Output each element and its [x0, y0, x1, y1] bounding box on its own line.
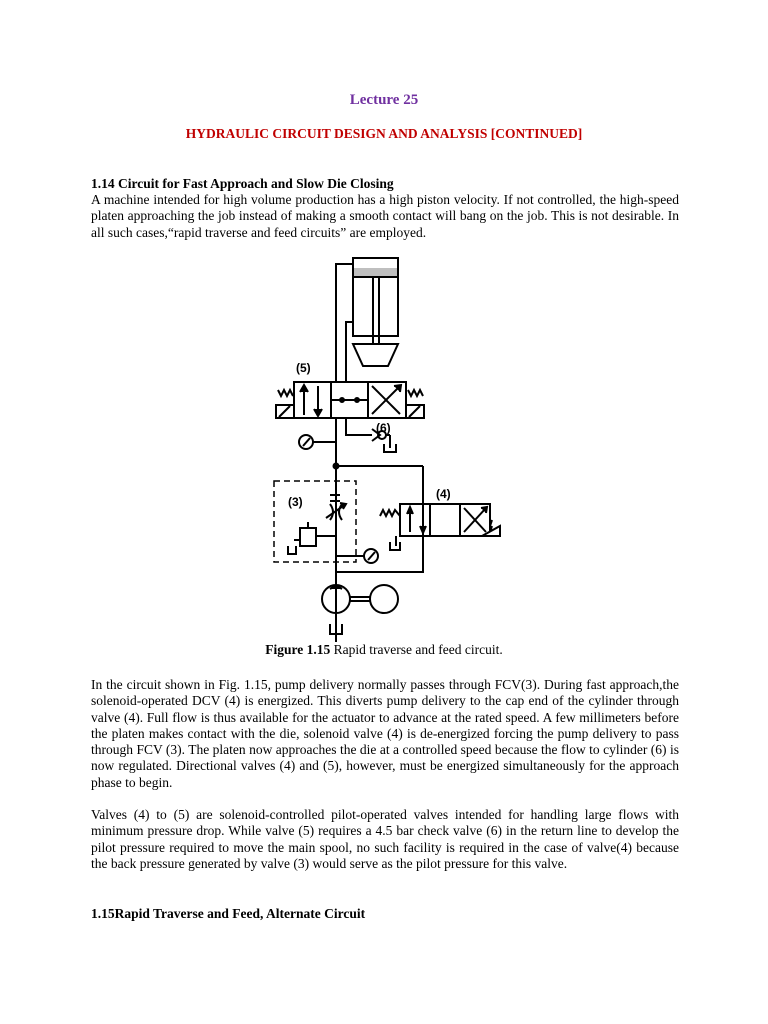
hydraulic-circuit-diagram [260, 250, 510, 642]
electric-motor [370, 585, 398, 613]
body-paragraph-2: Valves (4) to (5) are solenoid-controlled pilot-operated valves intended for handling large flows with minimum pressure drop. While valve (5) requires a 4.5 bar check valve (6) in the return line to develop the pilot pressure required to move the main spool, no such facility is required in the case of valve(4) because the back pressure generated by valve (3) would serve as the pilot pressure for this valve. [91, 807, 679, 871]
figure-caption-text: Rapid traverse and feed circuit. [330, 642, 503, 657]
label-valve-6: (6) [376, 421, 391, 435]
figure-number: Figure 1.15 [265, 642, 331, 657]
flow-control-valve-3 [274, 481, 356, 562]
body-paragraph-1: In the circuit shown in Fig. 1.15, pump delivery normally passes through FCV(3). During fast approach,the solenoid-operated DCV (4) is energized. This diverts pump delivery to the cap end of the cylinder through valve (4). Full flow is thus available for the actuator to advance at the rated speed. A few millimeters before the platen makes contact with the die, solenoid valve (4) is de-energized forcing the pump delivery to pass through FCV (3). The platen now approaches the die at a controlled speed because the flow to cylinder (6) is now regulated. Directional valves (4) and (5), however, must be energized simultaneously for the approach phase to begin. [91, 677, 679, 790]
section-heading-1-14: 1.14 Circuit for Fast Approach and Slow Die Closing [91, 176, 394, 191]
hydraulic-cylinder [353, 258, 398, 366]
intro-paragraph: A machine intended for high volume production has a high piston velocity. If not controlled, the high-speed platen approaching the job instead of making a smooth contact will bang on the job. This is not desirable. In all such cases,“rapid traverse and feed circuits” are employed. [91, 192, 679, 240]
directional-valve-5 [276, 382, 424, 418]
directional-valve-4 [380, 504, 500, 550]
figure-caption [0, 642, 768, 658]
label-valve-5: (5) [296, 361, 311, 375]
section-heading-1-15: 1.15Rapid Traverse and Feed, Alternate Circuit [91, 906, 366, 921]
label-valve-4: (4) [436, 487, 451, 501]
document-title: HYDRAULIC CIRCUIT DESIGN AND ANALYSIS [CONTINUED] [185, 126, 583, 141]
pressure-gauge-upper [299, 435, 313, 449]
pressure-gauge-lower [364, 549, 378, 563]
lecture-number: Lecture 25 [349, 92, 419, 108]
label-fcv-3: (3) [288, 495, 303, 509]
